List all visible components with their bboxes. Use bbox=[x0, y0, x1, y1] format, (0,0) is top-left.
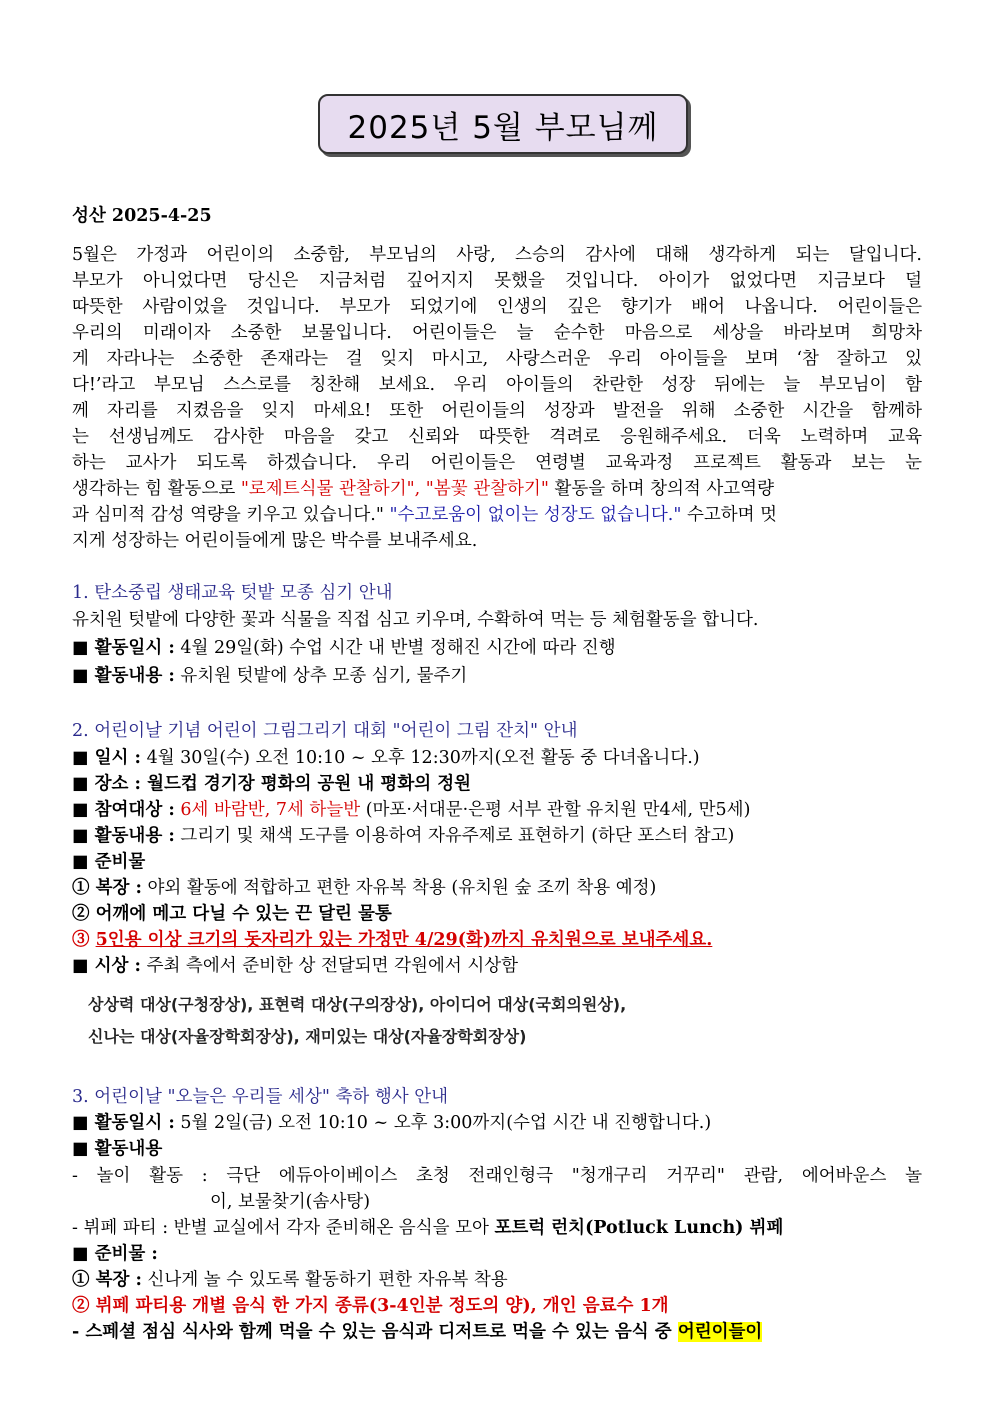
section-2-prep-1 bbox=[72, 875, 922, 901]
content-label: ■ 활동내용 : bbox=[72, 666, 175, 686]
intro-text: 생각하는 힘 활동으로 bbox=[72, 479, 241, 499]
intro-line-9: 하는 교사가 되도록 하겠습니다. 우리 어린이들은 연령별 교육과정 프로젝트 활동과 보는 눈 bbox=[72, 453, 922, 473]
intro-line-2: 부모가 아니었다면 당신은 지금처럼 깊어지지 못했을 것입니다. 아이가 없었다면 지금보다 덜 bbox=[72, 271, 922, 291]
sender-line: 성산 2025-4-25 bbox=[72, 206, 212, 226]
intro-text: 활동을 하며 창의적 사고역량 bbox=[548, 479, 774, 499]
highlight-activities: "로제트식물 관찰하기", "봄꽃 관찰하기" bbox=[240, 479, 549, 499]
section-3-play-cont: 이, 보물찾기(솜사탕) bbox=[210, 1192, 371, 1212]
target-classes: 6세 바람반, 7세 하늘반 bbox=[174, 800, 361, 820]
content-value: 그리기 및 채색 도구를 이용하여 자유주제로 표현하기 (하단 포스터 참고) bbox=[174, 826, 735, 846]
section-3-heading: 3. 어린이날 "오늘은 우리들 세상" 축하 행사 안내 bbox=[72, 1087, 449, 1107]
section-3-buffet bbox=[72, 1215, 922, 1241]
award-label: ■ 시상 : bbox=[72, 956, 141, 976]
section-2-target bbox=[72, 797, 922, 823]
section-1-heading: 1. 탄소중립 생태교육 텃밭 모종 심기 안내 bbox=[72, 583, 393, 603]
section-3-prep-label: ■ 준비물 : bbox=[72, 1244, 158, 1264]
section-2-heading: 2. 어린이날 기념 어린이 그림그리기 대회 "어린이 그림 잔치" 안내 bbox=[72, 721, 578, 741]
page-title: 2025년 5월 부모님께 bbox=[347, 109, 659, 146]
intro-line-6: 다!’라고 부모님 스스로를 칭찬해 보세요. 우리 아이들의 찬란한 성장 뒤에는 늘 부모님이 함 bbox=[72, 375, 922, 395]
date-label: ■ 일시 : bbox=[72, 748, 141, 768]
special-highlight: 어린이들이 bbox=[677, 1322, 763, 1342]
section-2-prep-2: ② 어깨에 메고 다닐 수 있는 끈 달린 물통 bbox=[72, 904, 392, 924]
content-label: ■ 활동내용 : bbox=[72, 826, 175, 846]
intro-line-3: 따뜻한 사람이었을 것입니다. 부모가 되었기에 인생의 깊은 향기가 배어 나옵니다. 어린이들은 bbox=[72, 297, 922, 317]
date-label: ■ 활동일시 : bbox=[72, 638, 175, 658]
section-3-prep-1 bbox=[72, 1267, 922, 1293]
prep-1-label: ① 복장 : bbox=[72, 878, 142, 898]
date-value: 5월 2일(금) 오전 10:10 ~ 오후 3:00까지(수업 시간 내 진행합니다.) bbox=[174, 1113, 712, 1133]
intro-text: 과 심미적 감성 역량을 키우고 있습니다." bbox=[72, 505, 390, 525]
section-2-content bbox=[72, 823, 922, 849]
prep-1-label: ① 복장 : bbox=[72, 1270, 142, 1290]
award-value: 주최 측에서 준비한 상 전달되면 각원에서 시상함 bbox=[141, 956, 519, 976]
section-2-prep-3 bbox=[72, 927, 922, 953]
prep-1-value: 야외 활동에 적합하고 편한 자유복 착용 (유치원 숲 조끼 착용 예정) bbox=[141, 878, 657, 898]
section-2-prep-label: ■ 준비물 bbox=[72, 852, 146, 872]
date-value: 4월 30일(수) 오전 10:10 ~ 오후 12:30까지(오전 활동 중 다녀옵니다.) bbox=[141, 748, 700, 768]
potluck-text: 포트럭 런치(Potluck Lunch) 뷔페 bbox=[494, 1218, 784, 1238]
intro-line-10 bbox=[72, 476, 922, 502]
section-1-date bbox=[72, 635, 922, 661]
awards-list-line-1: 상상력 대상(구청장상), 표현력 대상(구의장상), 아이디어 대상(국회의원상), bbox=[88, 995, 627, 1014]
intro-line-7: 께 자리를 지켰음을 잊지 마세요! 또한 어린이들의 성장과 발전을 위해 소중한 시간을 함께하 bbox=[72, 401, 922, 421]
place-value: 월드컵 경기장 평화의 공원 내 평화의 정원 bbox=[141, 774, 472, 794]
target-label: ■ 참여대상 : bbox=[72, 800, 175, 820]
title-box bbox=[318, 94, 688, 154]
prep-3-num: ③ bbox=[72, 930, 96, 950]
section-1-content bbox=[72, 663, 922, 689]
intro-line-4: 우리의 미래이자 소중한 보물입니다. 어린이들은 늘 순수한 마음으로 세상을 바라보며 희망차 bbox=[72, 323, 922, 343]
section-2-place bbox=[72, 771, 922, 797]
section-3-prep-2: ② 뷔페 파티용 개별 음식 한 가지 종류(3-4인분 정도의 양), 개인 음료수 1개 bbox=[72, 1296, 669, 1316]
date-label: ■ 활동일시 : bbox=[72, 1113, 175, 1133]
intro-line-5: 게 자라나는 소중한 존재라는 걸 잊지 마시고, 사랑스러운 우리 아이들을 보며 ‘참 잘하고 있 bbox=[72, 349, 922, 369]
target-rest: (마포·서대문·은평 서부 관할 유치원 만4세, 만5세) bbox=[360, 800, 751, 820]
section-3-special bbox=[72, 1319, 922, 1345]
section-3-date bbox=[72, 1110, 922, 1136]
prep-1-value: 신나게 놀 수 있도록 활동하기 편한 자유복 착용 bbox=[141, 1270, 508, 1290]
special-text: - 스페셜 점심 식사와 함께 먹을 수 있는 음식과 디저트로 먹을 수 있는 음식 중 bbox=[72, 1322, 678, 1342]
section-2-date bbox=[72, 745, 922, 771]
buffet-text: - 뷔페 파티 : 반별 교실에서 각자 준비해온 음식을 모아 bbox=[72, 1218, 495, 1238]
intro-line-11 bbox=[72, 502, 922, 528]
prep-3-text: 5인용 이상 크기의 돗자리가 있는 가정만 4/29(화)까지 유치원으로 보내주세요. bbox=[95, 930, 713, 950]
section-3-content-label: ■ 활동내용 bbox=[72, 1139, 163, 1159]
intro-line-12: 지게 성장하는 어린이들에게 많은 박수를 보내주세요. bbox=[72, 531, 478, 551]
content-value: 유치원 텃밭에 상추 모종 심기, 물주기 bbox=[174, 666, 468, 686]
section-1-desc: 유치원 텃밭에 다양한 꽃과 식물을 직접 심고 키우며, 수확하여 먹는 등 체험활동을 합니다. bbox=[72, 610, 759, 630]
section-3-play: - 놀이 활동 : 극단 에듀아이베이스 초청 전래인형극 "청개구리 거꾸리" 관람, 에어바운스 놀 bbox=[72, 1166, 922, 1186]
intro-line-8: 는 선생님께도 감사한 마음을 갖고 신뢰와 따뜻한 격려로 응원해주세요. 더욱 노력하며 교육 bbox=[72, 427, 922, 447]
section-2-award bbox=[72, 953, 922, 979]
intro-text: 수고하며 멋 bbox=[681, 505, 778, 525]
awards-list-line-2: 신나는 대상(자율장학회장상), 재미있는 대상(자율장학회장상) bbox=[88, 1027, 527, 1046]
highlight-quote: "수고로움이 없이는 성장도 없습니다." bbox=[389, 505, 682, 525]
date-value: 4월 29일(화) 수업 시간 내 반별 정해진 시간에 따라 진행 bbox=[174, 638, 616, 658]
intro-line-1: 5월은 가정과 어린이의 소중함, 부모님의 사랑, 스승의 감사에 대해 생각하게 되는 달입니다. bbox=[72, 245, 922, 265]
place-label: ■ 장소 : bbox=[72, 774, 141, 794]
